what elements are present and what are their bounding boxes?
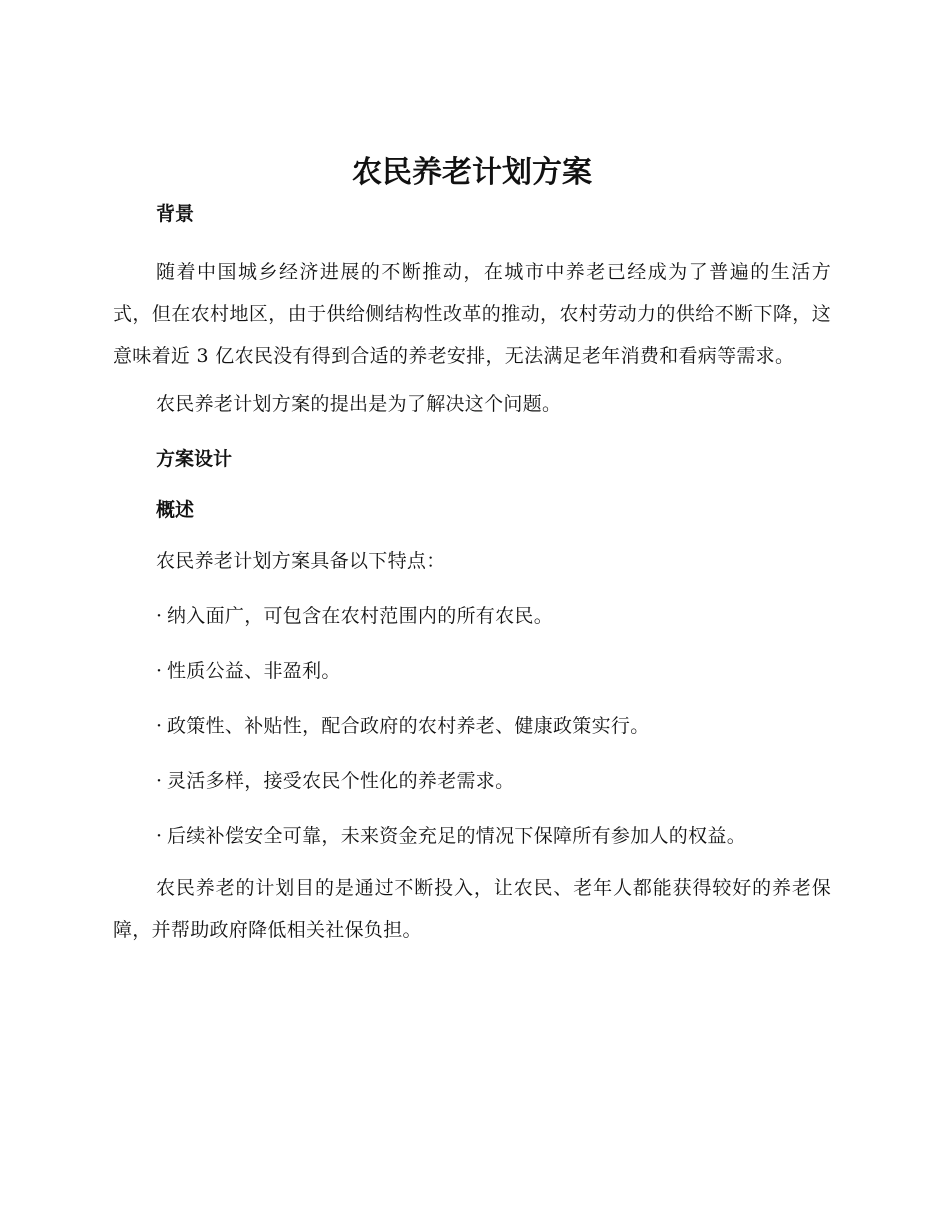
list-item-text: 后续补偿安全可靠，未来资金充足的情况下保障所有参加人的权益。 [167, 825, 747, 847]
overview-intro: 农民养老计划方案具备以下特点： [156, 550, 446, 572]
bullet-icon: · [156, 825, 163, 847]
background-paragraph-1: 随着中国城乡经济进展的不断推动，在城市中养老已经成为了普遍的生活方式，但在农村地区，由于供给侧结构性改革的推动，农村劳动力的供给不断下降，这意味着近 3 亿农民没有得到合适的养老安排，无法满足老年消费和看病等需求。 [113, 261, 831, 367]
list-item-text: 性质公益、非盈利。 [167, 660, 341, 682]
conclusion-paragraph: 农民养老的计划目的是通过不断投入，让农民、老年人都能获得较好的养老保障，并帮助政府降低相关社保负担。 [113, 877, 831, 941]
document-title: 农民养老计划方案 [352, 155, 592, 190]
document-body [113, 150, 831, 964]
bullet-icon: · [156, 715, 163, 737]
bullet-icon: · [156, 770, 163, 792]
bullet-icon: · [156, 660, 163, 682]
section-heading-overview: 概述 [156, 499, 195, 521]
section-heading-design: 方案设计 [156, 448, 233, 470]
background-paragraph-2: 农民养老计划方案的提出是为了解决这个问题。 [156, 393, 562, 415]
list-item-text: 政策性、补贴性，配合政府的农村养老、健康政策实行。 [167, 715, 650, 737]
list-item [113, 712, 831, 740]
list-item-text: 纳入面广，可包含在农村范围内的所有农民。 [167, 605, 554, 627]
section-heading-background: 背景 [156, 203, 195, 225]
list-item-text: 灵活多样，接受农民个性化的养老需求。 [167, 770, 515, 792]
list-item [113, 602, 831, 630]
list-item [113, 657, 831, 685]
bullet-icon: · [156, 605, 163, 627]
list-item [113, 822, 831, 850]
list-item [113, 767, 831, 795]
